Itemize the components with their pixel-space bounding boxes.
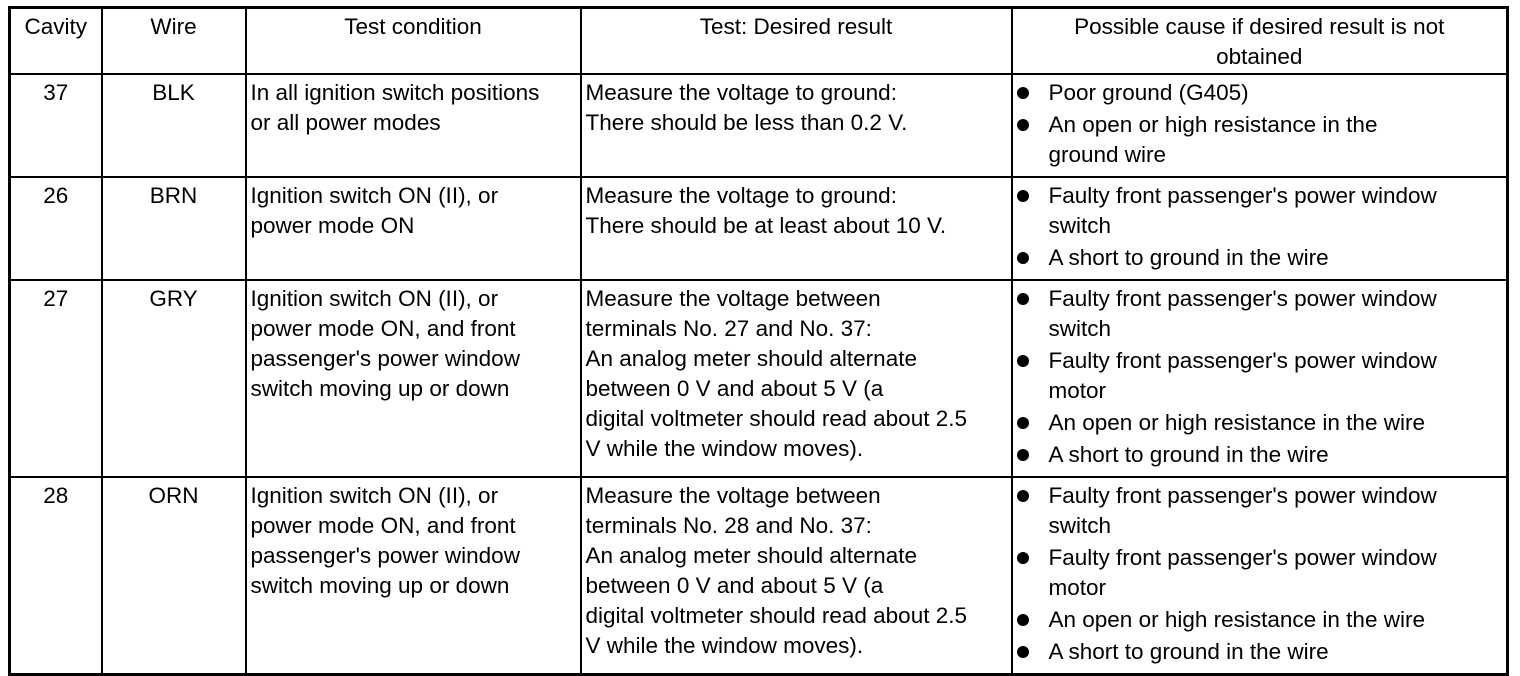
table-row bbox=[10, 177, 1508, 280]
cause-list-item bbox=[1017, 181, 1503, 241]
desired-result-line: Measure the voltage to ground: bbox=[585, 183, 897, 208]
cause-list-item bbox=[1017, 408, 1503, 438]
cavity-cell: 28 bbox=[10, 477, 102, 675]
desired-result-cell bbox=[581, 477, 1012, 675]
desired-result-cell bbox=[581, 177, 1012, 280]
cause-list-item bbox=[1017, 481, 1503, 541]
header-possible-cause-line: Possible cause if desired result is not bbox=[1074, 14, 1445, 39]
cause-list-item bbox=[1017, 543, 1503, 603]
bullet-icon bbox=[1017, 293, 1029, 305]
header-cavity: Cavity bbox=[10, 8, 102, 75]
cause-text-line: Poor ground (G405) bbox=[1048, 80, 1249, 105]
test-condition-cell bbox=[246, 280, 581, 477]
header-desired-result: Test: Desired result bbox=[581, 8, 1012, 75]
bullet-icon bbox=[1017, 552, 1029, 564]
wire-cell: ORN bbox=[102, 477, 246, 675]
cause-text-line: An open or high resistance in the bbox=[1048, 112, 1378, 137]
table-row bbox=[10, 477, 1508, 675]
possible-cause-cell bbox=[1012, 74, 1508, 177]
test-condition-line: power mode ON, and front bbox=[250, 513, 516, 538]
cause-list-item bbox=[1017, 440, 1503, 470]
cause-text-line: A short to ground in the wire bbox=[1048, 245, 1329, 270]
cavity-cell: 26 bbox=[10, 177, 102, 280]
cause-list-item bbox=[1017, 78, 1503, 108]
bullet-icon bbox=[1017, 190, 1029, 202]
bullet-icon bbox=[1017, 646, 1029, 658]
desired-result-line: terminals No. 28 and No. 37: bbox=[585, 513, 872, 538]
desired-result-line: An analog meter should alternate bbox=[585, 346, 917, 371]
bullet-icon bbox=[1017, 417, 1029, 429]
desired-result-line: Measure the voltage between bbox=[585, 286, 881, 311]
desired-result-line: An analog meter should alternate bbox=[585, 543, 917, 568]
header-test-condition: Test condition bbox=[246, 8, 581, 75]
cause-list bbox=[1017, 181, 1503, 273]
cause-text-line: Faulty front passenger's power window bbox=[1048, 483, 1437, 508]
cause-list bbox=[1017, 284, 1503, 470]
cause-list-item bbox=[1017, 284, 1503, 344]
desired-result-line: Measure the voltage to ground: bbox=[585, 80, 897, 105]
desired-result-line: Measure the voltage between bbox=[585, 483, 881, 508]
test-condition-line: power mode ON, and front bbox=[250, 316, 516, 341]
desired-result-line: terminals No. 27 and No. 37: bbox=[585, 316, 872, 341]
bullet-icon bbox=[1017, 119, 1029, 131]
test-condition-line: Ignition switch ON (II), or bbox=[250, 286, 499, 311]
cause-list-item bbox=[1017, 346, 1503, 406]
desired-result-line: V while the window moves). bbox=[585, 633, 864, 658]
test-condition-cell bbox=[246, 177, 581, 280]
test-condition-line: In all ignition switch positions bbox=[250, 80, 540, 105]
header-possible-cause-line: obtained bbox=[1216, 44, 1303, 69]
wire-cell: BRN bbox=[102, 177, 246, 280]
desired-result-line: V while the window moves). bbox=[585, 436, 864, 461]
desired-result-cell bbox=[581, 74, 1012, 177]
possible-cause-cell bbox=[1012, 177, 1508, 280]
cause-list bbox=[1017, 78, 1503, 170]
cause-text-line: Faulty front passenger's power window bbox=[1048, 348, 1437, 373]
cause-text-line: An open or high resistance in the wire bbox=[1048, 410, 1425, 435]
cavity-cell: 27 bbox=[10, 280, 102, 477]
cause-text-line: A short to ground in the wire bbox=[1048, 639, 1329, 664]
test-condition-line: switch moving up or down bbox=[250, 573, 510, 598]
diagnostic-table bbox=[8, 6, 1509, 676]
desired-result-line: There should be at least about 10 V. bbox=[585, 213, 947, 238]
cavity-cell: 37 bbox=[10, 74, 102, 177]
desired-result-line: digital voltmeter should read about 2.5 bbox=[585, 406, 967, 431]
desired-result-line: between 0 V and about 5 V (a bbox=[585, 573, 884, 598]
table-row bbox=[10, 74, 1508, 177]
cause-text-line: ground wire bbox=[1048, 142, 1167, 167]
desired-result-line: There should be less than 0.2 V. bbox=[585, 110, 908, 135]
header-row bbox=[10, 8, 1508, 75]
cause-text-line: Faulty front passenger's power window bbox=[1048, 183, 1437, 208]
cause-list-item bbox=[1017, 243, 1503, 273]
wire-cell: BLK bbox=[102, 74, 246, 177]
test-condition-line: switch moving up or down bbox=[250, 376, 510, 401]
cause-list-item bbox=[1017, 605, 1503, 635]
bullet-icon bbox=[1017, 355, 1029, 367]
bullet-icon bbox=[1017, 490, 1029, 502]
cause-text-line: switch bbox=[1048, 213, 1112, 238]
bullet-icon bbox=[1017, 252, 1029, 264]
possible-cause-cell bbox=[1012, 280, 1508, 477]
cause-text-line: motor bbox=[1048, 378, 1107, 403]
test-condition-line: Ignition switch ON (II), or bbox=[250, 483, 499, 508]
cause-list bbox=[1017, 481, 1503, 667]
wire-cell: GRY bbox=[102, 280, 246, 477]
bullet-icon bbox=[1017, 614, 1029, 626]
header-wire: Wire bbox=[102, 8, 246, 75]
test-condition-cell bbox=[246, 74, 581, 177]
test-condition-cell bbox=[246, 477, 581, 675]
test-condition-line: or all power modes bbox=[250, 110, 441, 135]
bullet-icon bbox=[1017, 449, 1029, 461]
cause-text-line: A short to ground in the wire bbox=[1048, 442, 1329, 467]
cause-list-item bbox=[1017, 110, 1503, 170]
cause-text-line: switch bbox=[1048, 513, 1112, 538]
test-condition-line: passenger's power window bbox=[250, 543, 520, 568]
cause-text-line: Faulty front passenger's power window bbox=[1048, 286, 1437, 311]
test-condition-line: passenger's power window bbox=[250, 346, 520, 371]
possible-cause-cell bbox=[1012, 477, 1508, 675]
cause-text-line: An open or high resistance in the wire bbox=[1048, 607, 1425, 632]
desired-result-cell bbox=[581, 280, 1012, 477]
bullet-icon bbox=[1017, 87, 1029, 99]
cause-text-line: motor bbox=[1048, 575, 1107, 600]
table-row bbox=[10, 280, 1508, 477]
test-condition-line: Ignition switch ON (II), or bbox=[250, 183, 499, 208]
test-condition-line: power mode ON bbox=[250, 213, 415, 238]
cause-text-line: Faulty front passenger's power window bbox=[1048, 545, 1437, 570]
desired-result-line: between 0 V and about 5 V (a bbox=[585, 376, 884, 401]
cause-list-item bbox=[1017, 637, 1503, 667]
cause-text-line: switch bbox=[1048, 316, 1112, 341]
desired-result-line: digital voltmeter should read about 2.5 bbox=[585, 603, 967, 628]
header-possible-cause bbox=[1012, 8, 1508, 75]
table-body bbox=[10, 74, 1508, 675]
